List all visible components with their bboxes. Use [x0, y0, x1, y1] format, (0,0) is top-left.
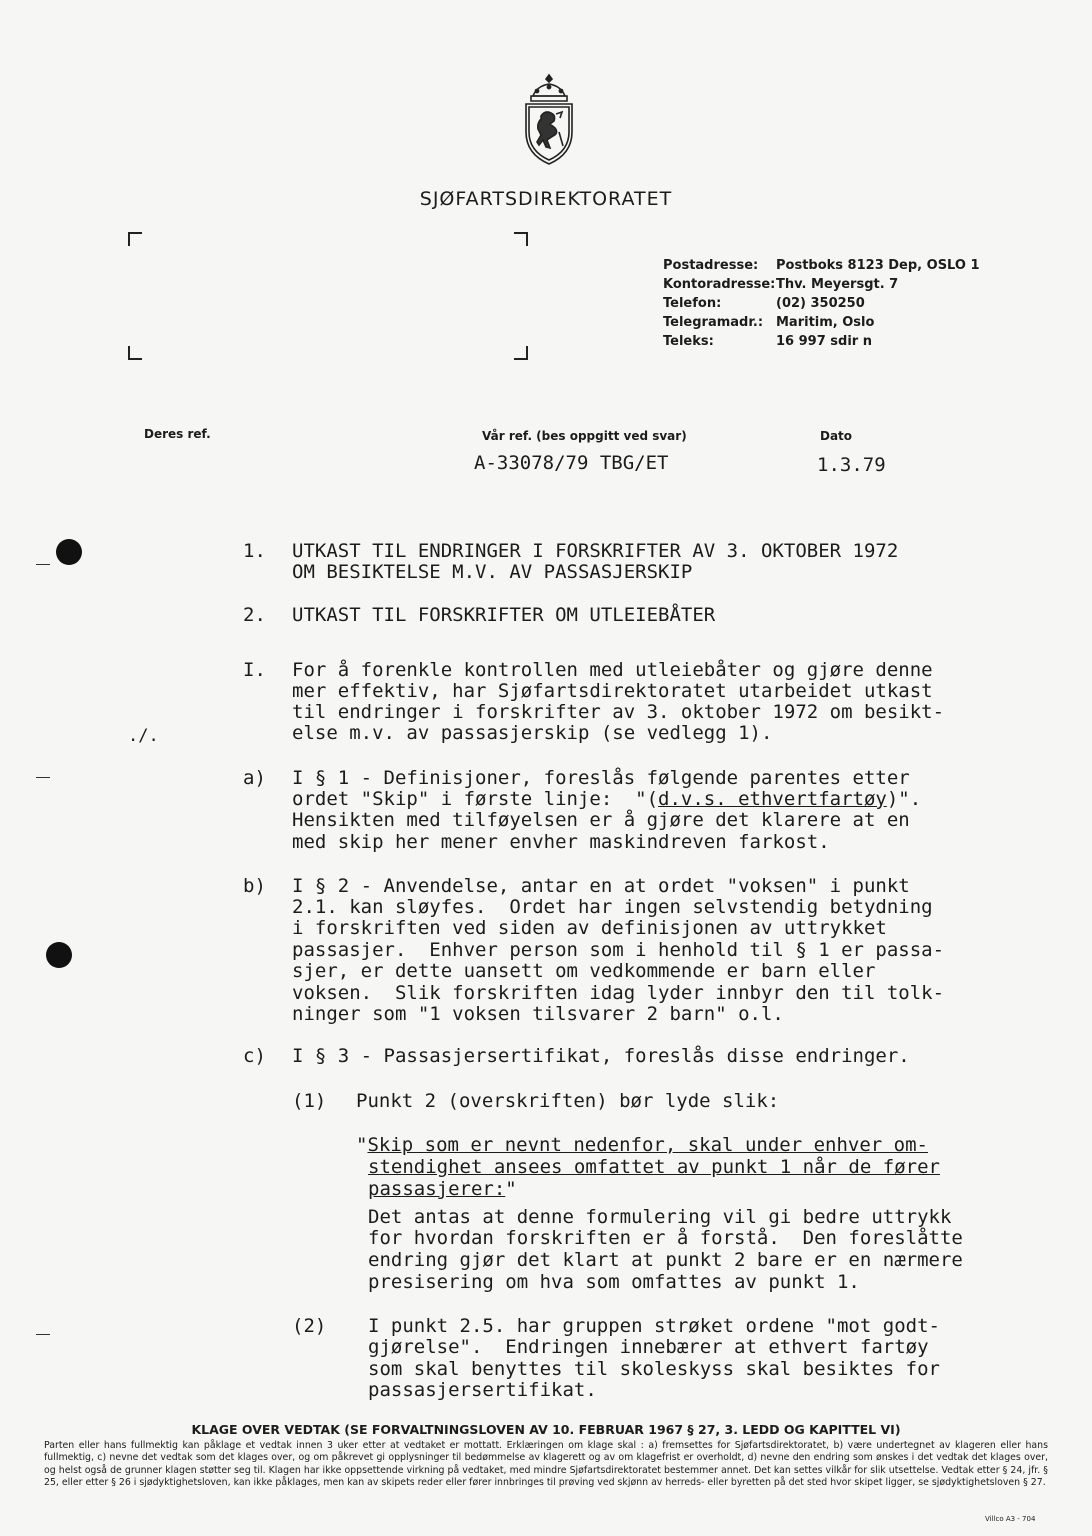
fold-mark: [36, 564, 50, 565]
section-I-line: mer effektiv, har Sjøfartsdirektoratet utarbeidet utkast: [292, 680, 933, 702]
punch-hole-bottom: [46, 942, 72, 968]
fold-mark: [36, 777, 50, 778]
contact-value: Postboks 8123 Dep, OSLO 1: [776, 258, 980, 273]
item-b-label: b): [243, 875, 266, 897]
contact-row-postadresse: [663, 256, 980, 275]
sub-item-1-label: (1): [292, 1090, 327, 1112]
quote-close-mark: ": [505, 1178, 517, 1200]
quote-line-3: [368, 1179, 517, 1201]
contact-value: (02) 350250: [776, 296, 865, 311]
item-b-line: voksen. Slik forskriften idag lyder innbyr den til tolk-: [292, 982, 945, 1004]
appeal-notice-title: KLAGE OVER VEDTAK (SE FORVALTNINGSLOVEN AV 10. FEBRUAR 1967 § 27, 3. LEDD OG KAPITTEL VI): [191, 1422, 901, 1437]
var-ref-label: Vår ref. (bes oppgitt ved svar): [482, 429, 687, 443]
contact-row-telegramadr: [663, 313, 980, 332]
sub-item-2-line: passasjersertifikat.: [368, 1379, 597, 1401]
quote-text: Skip som er nevnt nedenfor, skal under enhver om-: [367, 1134, 928, 1156]
section-I-line: else m.v. av passasjerskip (se vedlegg 1).: [292, 722, 773, 744]
item-b-line: passasjer. Enhver person som i henhold til § 1 er passa-: [292, 939, 945, 961]
quote-line-1: [356, 1135, 928, 1157]
agency-name: SJØFARTSDIREKTORATET: [419, 188, 673, 210]
contact-value: Thv. Meyersgt. 7: [776, 277, 899, 292]
item-a-line-2: [292, 789, 921, 811]
contact-label: Postadresse:: [663, 258, 759, 273]
quote-open-mark: ": [356, 1134, 368, 1156]
contact-row-teleks: [663, 332, 980, 351]
contact-block: [663, 256, 980, 351]
item-a-line: I § 1 - Definisjoner, foreslås følgende parentes etter: [292, 767, 910, 789]
contact-value: 16 997 sdir n: [776, 334, 872, 349]
dato-value: 1.3.79: [817, 454, 886, 476]
sub-item-1-line: Punkt 2 (overskriften) bør lyde slik:: [356, 1090, 780, 1112]
deres-ref-label: Deres ref.: [144, 427, 211, 441]
heading-2-number: 2.: [243, 604, 266, 626]
item-b-line: ninger som "1 voksen tilsvarer 2 barn" o.l.: [292, 1003, 784, 1025]
item-a-line: Hensikten med tilføyelsen er å gjøre det klarere at en: [292, 809, 910, 831]
address-bracket-bottom-right: [514, 346, 528, 360]
appeal-notice-text: Parten eller hans fullmektig kan påklage et vedtak innen 3 uker etter at vedtaket er mottatt. Erklæringen om klage skal : a) fremsettes for Sjøfartsdirektoratet, b) være undertegnet av klageren eller hans fullmektig, c) nevne det vedtak som det klages over, og om påkrevet gi opplysninger til bedømmelse av klagerett og av om klagefrist er overholdt, d) nevne den endring som ønskes i det vedtak det klages over, og helst også de grunner klagen støtter seg til. Klagen har ikke oppsettende virkning på vedtaket, med mindre Sjøfartsdirektoratet bestemmer annet. Det kan settes vilkår for slik utsettelse. Vedtak etter § 24, jfr. § 25, eller etter § 26 i sjødyktighetsloven, kan ikke påklages, men kan av skipets reder eller fører innbringes til prøving ved skjønn av herreds- eller byretten på det sted hvor skipet ligger, se sjødyktighetsloven § 27.: [44, 1440, 1048, 1488]
punch-hole-top: [56, 539, 82, 565]
sub-item-1-line: Det antas at denne formulering vil gi bedre uttrykk: [368, 1206, 952, 1228]
section-I-number: I.: [243, 659, 266, 681]
address-bracket-top-right: [514, 232, 528, 246]
sub-item-2-line: gjørelse". Endringen innebærer at ethvert fartøy: [368, 1336, 929, 1358]
contact-value: Maritim, Oslo: [776, 315, 875, 330]
item-b-line: I § 2 - Anvendelse, antar en at ordet "voksen" i punkt: [292, 875, 910, 897]
contact-label: Kontoradresse:: [663, 277, 776, 292]
quote-line-2: stendighet ansees omfattet av punkt 1 når de fører: [368, 1156, 940, 1178]
quote-text: passasjerer:: [368, 1178, 506, 1200]
item-b-line: sjer, er dette uansett om vedkommende er barn eller: [292, 960, 876, 982]
sub-item-2-line: I punkt 2.5. har gruppen strøket ordene "mot godt-: [368, 1315, 940, 1337]
item-a-line-2-post: )".: [886, 788, 922, 810]
address-bracket-bottom-left: [128, 346, 142, 360]
item-a-line: med skip her mener envher maskindreven farkost.: [292, 831, 830, 853]
contact-label: Teleks:: [663, 334, 714, 349]
sub-item-1-line: presisering om hva som omfattes av punkt 1.: [368, 1271, 860, 1293]
contact-label: Telegramadr.:: [663, 315, 764, 330]
item-a-underlined-phrase: d.v.s. ethvertfartøy: [658, 788, 887, 810]
fold-mark: [36, 1334, 50, 1335]
item-c-line: I § 3 - Passasjersertifikat, foreslås disse endringer.: [292, 1045, 910, 1067]
dato-label: Dato: [820, 429, 853, 443]
item-a-line-2-pre: ordet "Skip" i første linje: "(: [292, 788, 659, 810]
norwegian-coat-of-arms-icon: [519, 72, 579, 168]
sub-item-1-line: endring gjør det klart at punkt 2 bare er en nærmere: [368, 1249, 963, 1271]
heading-2: UTKAST TIL FORSKRIFTER OM UTLEIEBÅTER: [292, 604, 716, 626]
section-I-line: For å forenkle kontrollen med utleiebåter og gjøre denne: [292, 659, 933, 681]
heading-1-line-2: OM BESIKTELSE M.V. AV PASSASJERSKIP: [292, 561, 693, 583]
contact-label: Telefon:: [663, 296, 722, 311]
item-b-line: 2.1. kan sløyfes. Ordet har ingen selvstendig betydning: [292, 896, 933, 918]
address-bracket-top-left: [128, 232, 142, 246]
var-ref-value: A-33078/79 TBG/ET: [474, 452, 669, 474]
sub-item-2-label: (2): [292, 1315, 327, 1337]
heading-1-number: 1.: [243, 540, 266, 562]
sub-item-1-line: for hvordan forskriften er å forstå. Den foreslåtte: [368, 1227, 963, 1249]
section-I-line: til endringer i forskrifter av 3. oktober 1972 om besikt-: [292, 701, 945, 723]
contact-row-telefon: [663, 294, 980, 313]
item-c-label: c): [243, 1045, 266, 1067]
contact-row-kontoradresse: [663, 275, 980, 294]
item-a-label: a): [243, 767, 266, 789]
printer-mark: Villco A3 - 704: [985, 1515, 1036, 1523]
sub-item-2-line: som skal benyttes til skoleskyss skal besiktes for: [368, 1358, 940, 1380]
item-b-line: i forskriften ved siden av definisjonen av uttrykket: [292, 917, 887, 939]
enclosure-margin-mark: ./.: [128, 726, 159, 746]
heading-1-line-1: UTKAST TIL ENDRINGER I FORSKRIFTER AV 3. OKTOBER 1972: [292, 540, 899, 562]
